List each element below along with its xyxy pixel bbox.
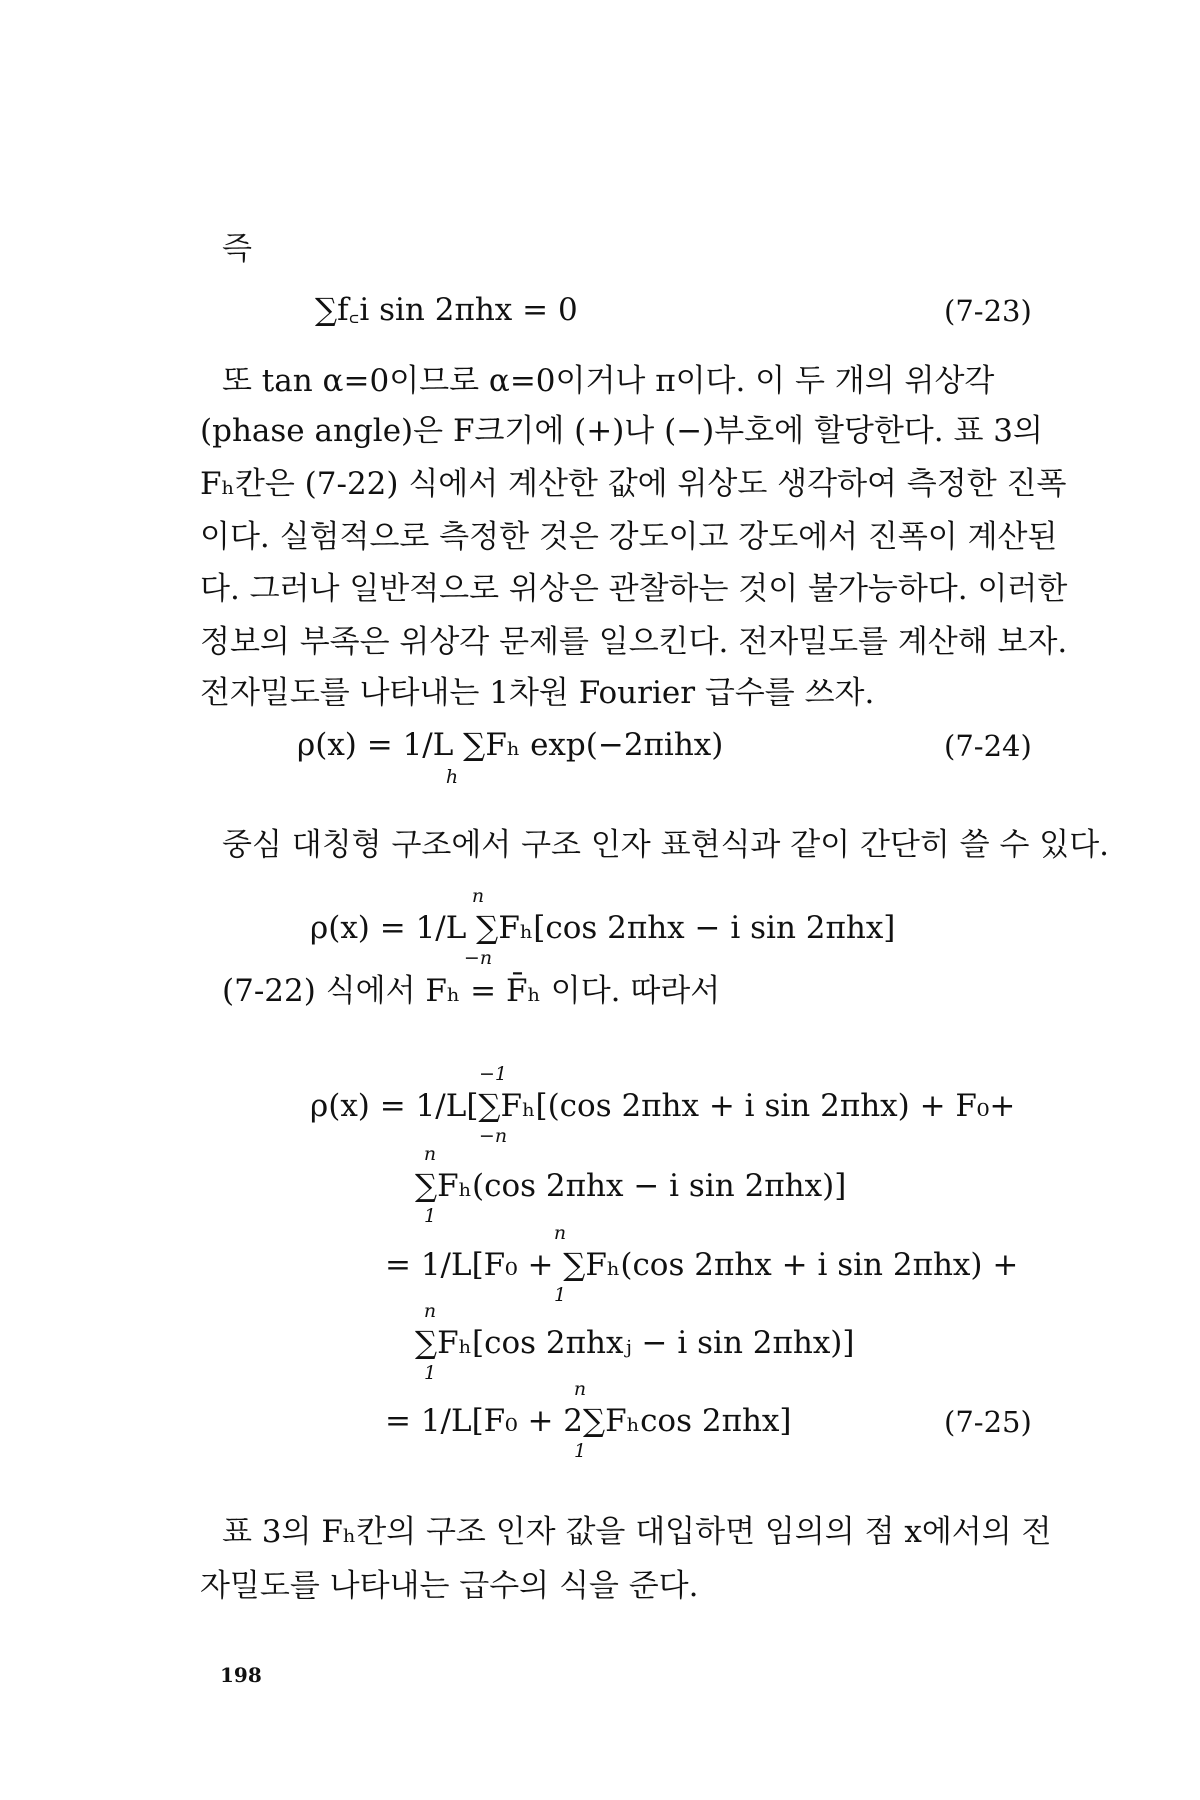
- paragraph-line: (7-22) 식에서 Fₕ = F̄ₕ 이다. 따라서: [222, 973, 721, 1009]
- summation-lower-limit: 1: [553, 1284, 567, 1306]
- paragraph-line: Fₕ칸은 (7-22) 식에서 계산한 값에 위상도 생각하여 측정한 진폭: [200, 466, 1067, 502]
- summation-upper-limit: n: [573, 1378, 587, 1400]
- summation-upper-limit: −1: [478, 1063, 507, 1085]
- equation-7-25-line-5: = 1/L[F₀ + 2∑Fₕcos 2πhx]: [385, 1403, 792, 1439]
- paragraph-line: 전자밀도를 나타내는 1차원 Fourier 급수를 쓰자.: [200, 675, 875, 711]
- paragraph-line: 이다. 실험적으로 측정한 것은 강도이고 강도에서 진폭이 계산된: [200, 519, 1058, 555]
- equation-7-25-line-4: ∑Fₕ[cos 2πhxⱼ − i sin 2πhx)]: [415, 1325, 855, 1361]
- equation-7-25-line-3: = 1/L[F₀ + ∑Fₕ(cos 2πhx + i sin 2πhx) +: [385, 1247, 1019, 1283]
- summation-lower-limit: 1: [573, 1440, 587, 1462]
- summation-upper-limit: n: [423, 1143, 437, 1165]
- summation-lower-limit: 1: [423, 1362, 437, 1384]
- summation-upper-limit: n: [471, 885, 485, 907]
- equation-number-7-25: (7-25): [944, 1405, 1032, 1439]
- equation-7-24: ρ(x) = 1/L ∑Fₕ exp(−2πihx): [297, 727, 724, 763]
- summation-upper-limit: n: [553, 1222, 567, 1244]
- paragraph-line: 다. 그러나 일반적으로 위상은 관찰하는 것이 불가능하다. 이러한: [200, 571, 1068, 607]
- equation-number-7-24: (7-24): [944, 729, 1032, 763]
- equation-number-7-23: (7-23): [944, 294, 1032, 328]
- summation-lower-limit: −n: [463, 947, 493, 969]
- paragraph-line: 자밀도를 나타내는 급수의 식을 준다.: [200, 1568, 699, 1604]
- summation-upper-limit: n: [423, 1300, 437, 1322]
- word-jeuk: 즉: [222, 231, 252, 267]
- summation-lower-limit: −n: [478, 1125, 508, 1147]
- summation-index: h: [445, 766, 459, 788]
- equation-7-25-line-2: ∑Fₕ(cos 2πhx − i sin 2πhx)]: [415, 1168, 847, 1204]
- paragraph-line: (phase angle)은 F크기에 (+)나 (−)부호에 할당한다. 표 3의: [200, 413, 1043, 449]
- equation-fourier-expansion: ρ(x) = 1/L ∑Fₕ[cos 2πhx − i sin 2πhx]: [310, 910, 896, 946]
- paragraph-line: 또 tan α=0이므로 α=0이거나 π이다. 이 두 개의 위상각: [222, 363, 995, 399]
- page-number: 198: [220, 1663, 262, 1687]
- paragraph-line: 정보의 부족은 위상각 문제를 일으킨다. 전자밀도를 계산해 보자.: [200, 624, 1068, 660]
- equation-7-25-line-1: ρ(x) = 1/L[∑Fₕ[(cos 2πhx + i sin 2πhx) + F₀+: [310, 1088, 1016, 1124]
- summation-lower-limit: 1: [423, 1205, 437, 1227]
- paragraph-line: 표 3의 Fₕ칸의 구조 인자 값을 대입하면 임의의 점 x에서의 전: [222, 1514, 1052, 1550]
- paragraph-line: 중심 대칭형 구조에서 구조 인자 표현식과 같이 간단히 쓸 수 있다.: [222, 827, 1109, 863]
- equation-7-23: ∑f꜀i sin 2πhx = 0: [315, 292, 578, 328]
